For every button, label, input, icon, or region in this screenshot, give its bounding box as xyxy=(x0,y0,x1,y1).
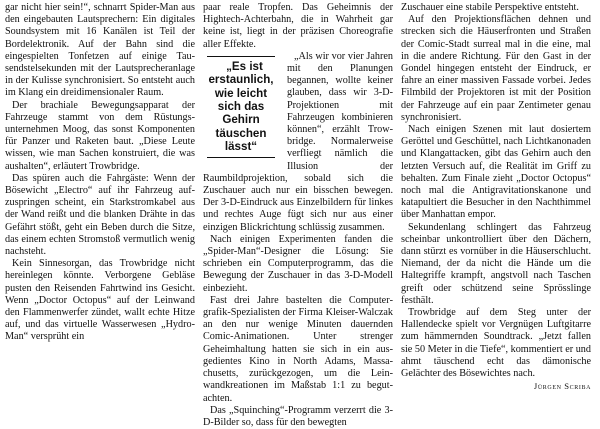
paragraph: Fast drei Jahre bastelten die Computergrafik-Spezialisten der Firma Kleiser-Walczak an den nur wenige Minuten dauernden Comic-Animationen. Unter strenger Geheimhaltung hatten sie sich in ein ausgedientes Kino in North Adams, Massachusetts, zurückgezogen, um die Leinwandkreationen im Maßstab 1:1 zu begutachten. xyxy=(203,294,393,404)
article-column-2 xyxy=(203,2,393,428)
paragraph: Nach einigen Experimenten fanden die „Spider-Man“-Designer die Lösung: Sie schrieben ein Computerprogramm, das die Bewegung der Zuschauer in das 3-D-Modell einbezieht. xyxy=(203,233,393,294)
paragraph: Auf den Projektionsflächen dehnen und strecken sich die Häuserfronten und Straßen der Comic-Stadt surreal mal in die eine, mal in die andere Richtung. Für den Gast in der Gondel hingegen entsteht der Eindruck, er fahre an einer massiven Fassade vorbei. Jedes Filmbild der Projektoren ist mit der Position der Fahrzeuge auf ein paar Zentimeter genau synchronisiert. xyxy=(401,14,591,123)
article-column-3 xyxy=(401,2,591,412)
paragraph: paar reale Tropfen. Das Geheimnis der Hightech-Achterbahn, die in Wahrheit gar keine ist, liegt in der präzisen Choreografie aller Effekte. xyxy=(203,2,393,50)
paragraph-text: „Als wir vor vier Jahren mit den Planungen begannen, wollte keiner glauben, dass wir 3-D-Projektionen mit Fahrzeugen kombinieren können“, erzählt Trowbridge. Normalerweise verfliegt nämlich die Illusion der Raumbildprojektion, sobald sich die Zuschauer auch nur ein bisschen bewegen. Der 3-D-Eindruck aus Einzelbildern für linkes und rechtes Auge fügt sich nur aus einer einzigen Blickrichtung schlüssig zusammen. xyxy=(203,50,393,233)
paragraph xyxy=(203,51,393,234)
pull-quote xyxy=(203,56,279,158)
pull-quote-rule xyxy=(207,56,275,57)
article-column-1 xyxy=(5,2,195,412)
pull-quote-rule xyxy=(207,157,275,158)
paragraph: Das spüren auch die Fahrgäste: Wenn der Bösewicht „Electro“ auf ihr Fahrzeug aufzuspringen scheint, ein Starkstromkabel aus der Wand reißt und die blanken Drähte in das Gefährt stößt, geht ein Beben durch die Sitze, das einem echten Stromstoß vermutlich wenig nachsteht. xyxy=(5,172,195,258)
paragraph: Nach einigen Szenen mit laut dosiertem Geröttel und Geschüttel, nach Lichtkanonaden und Klangattacken, gibt das Gehirn auch den letzten Versuch auf, die Realität im Griff zu behalten. Zum Finale zieht „Doctor Octopus“ noch mal die Antigravitationskanone und katapultiert die Besucher in den Nachthimmel über Manhattan empor. xyxy=(401,124,591,221)
paragraph: Das „Squinching“-Programm verzerrt die 3-D-Bilder so, dass für den bewegten xyxy=(203,404,393,428)
paragraph: Zuschauer eine stabile Perspektive entsteht. xyxy=(401,2,579,13)
pull-quote-text: „Es ist erstaunlich, wie leicht sich das Gehirn täuschen lässt“ xyxy=(208,59,274,154)
paragraph: Kein Sinnesorgan, das Trowbridge nicht hereinlegen könnte. Verborgene Gebläse pusten den Reisenden Fahrtwind ins Gesicht. Wenn „Doctor Octopus“ auf der Leinwand den Flammenwerfer zündet, wallt echte Hitze auf, und das virtuelle Wasserwesen „Hydro-Man“ versprüht ein xyxy=(5,258,195,343)
author-byline: Jürgen Scriba xyxy=(533,381,591,392)
paragraph: Trowbridge auf dem Steg unter der Hallendecke spielt vor Vergnügen Luftgitarre zum hämmernden Soundtrack. „Jetzt fallen sie 50 Meter in die Tiefe“, kommentiert er und ahmt täuschend echt das dämonische Gelächter des Bösewichtes nach. xyxy=(401,307,591,380)
paragraph: Der brachiale Bewegungsapparat der Fahrzeuge stammt von dem Rüstungsunternehmen Moog, das sonst Komponenten für Panzer und Raketen baut. „Diese Leute wissen, wie man Sachen konstruiert, die was aushalten“, erläutert Trowbridge. xyxy=(5,99,195,172)
paragraph: Sekundenlang schlingert das Fahrzeug scheinbar unkontrolliert über den Dächern, dann stürzt es vornüber in die Häuserschlucht. Niemand, der da nicht die Hände um die Haltegriffe krampft, angstvoll nach Taschen greift oder schützend seine Sprösslinge festhält. xyxy=(401,221,591,306)
paragraph: gar nicht hier sein!“, schnarrt Spider-Man aus den eingebauten Lautsprechern: Ein digitales Soundsystem mit 16 Kanälen ist Teil der Bordelektronik. Auf der Bahn sind die eingespielten Tonfetzen auf einige Tausendstelsekunden mit der Lautsprecheranlage in der Kulisse synchronisiert. So entsteht auch im Klang ein dreidimensionaler Raum. xyxy=(5,2,195,99)
